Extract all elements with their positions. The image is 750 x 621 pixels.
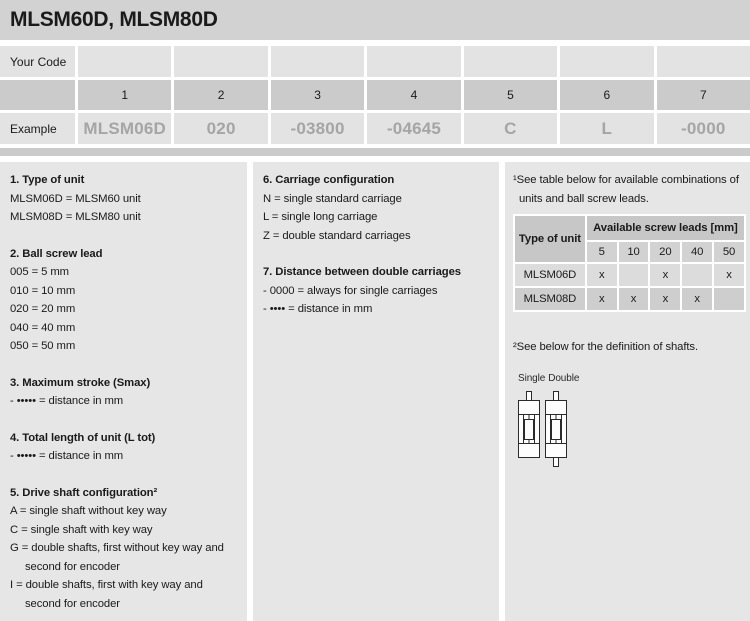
section-line: - ••••• = distance in mm xyxy=(10,450,124,462)
availability-mark: x xyxy=(619,288,649,310)
position-number-label-cell xyxy=(0,80,75,110)
your-code-cell-7 xyxy=(657,46,750,77)
your-code-cell-6 xyxy=(560,46,653,77)
page-title: MLSM60D, MLSM80D xyxy=(10,8,218,31)
availability-mark: x xyxy=(650,264,680,286)
section-carriage-configuration xyxy=(263,171,489,245)
section-line: G = double shafts, first without key way and xyxy=(10,542,224,554)
section-heading: 5. Drive shaft configuration² xyxy=(10,486,158,499)
section-line: MLSM06D = MLSM60 unit xyxy=(10,192,141,205)
section-heading: 1. Type of unit xyxy=(10,174,85,186)
your-code-cell-2 xyxy=(174,46,267,77)
page-title-band xyxy=(0,0,750,40)
position-number-1: 1 xyxy=(78,80,171,110)
availability-mark xyxy=(682,264,712,286)
section-heading: 7. Distance between double carriages xyxy=(263,266,461,278)
unit-name: MLSM06D xyxy=(515,264,585,286)
availability-mark: x xyxy=(587,264,617,286)
screw-leads-table xyxy=(513,214,746,312)
section-distance-between-carriages xyxy=(263,263,489,319)
section-heading: 2. Ball screw lead xyxy=(10,247,103,260)
example-label: Example xyxy=(0,113,75,144)
availability-mark: x xyxy=(587,288,617,310)
single-shaft-diagram-icon xyxy=(518,391,540,459)
section-line: second for encoder xyxy=(25,560,120,573)
your-code-cell-3 xyxy=(271,46,364,77)
availability-mark: x xyxy=(714,264,744,286)
availability-mark: x xyxy=(650,288,680,310)
double-shaft-diagram-icon xyxy=(545,391,567,468)
section-type-of-unit xyxy=(10,171,237,227)
section-total-length xyxy=(10,429,237,466)
panel-left xyxy=(0,162,247,621)
footnote-combinations: ¹See table below for available combinations of units and ball screw leads. xyxy=(513,174,739,205)
your-code-cell-1 xyxy=(78,46,171,77)
your-code-cell-5 xyxy=(464,46,557,77)
panel-middle xyxy=(253,162,499,621)
section-line: Z = double standard carriages xyxy=(263,229,411,242)
availability-mark: x xyxy=(682,288,712,310)
lead-column-10: 10 xyxy=(619,242,649,262)
position-number-4: 4 xyxy=(367,80,460,110)
section-line: N = single standard carriage xyxy=(263,192,402,205)
section-line: 040 = 40 mm xyxy=(10,321,76,334)
section-line: L = single long carriage xyxy=(263,211,378,223)
position-number-6: 6 xyxy=(560,80,653,110)
section-line: second for encoder xyxy=(25,597,120,610)
example-value-5: C xyxy=(464,113,557,144)
example-value-4: -04645 xyxy=(367,113,460,144)
leads-table-corner-header: Type of unit xyxy=(515,216,585,262)
section-line: - •••• = distance in mm xyxy=(263,303,373,315)
your-code-cell-4 xyxy=(367,46,460,77)
section-line: 010 = 10 mm xyxy=(10,284,76,297)
single-shaft-label: Single xyxy=(518,372,546,384)
position-number-2: 2 xyxy=(174,80,267,110)
divider-strip xyxy=(0,148,750,156)
your-code-label: Your Code xyxy=(0,46,75,77)
panel-right xyxy=(505,162,750,621)
section-heading: 6. Carriage configuration xyxy=(263,174,395,186)
section-ball-screw-lead xyxy=(10,245,237,356)
example-value-3: -03800 xyxy=(271,113,364,144)
section-line: 050 = 50 mm xyxy=(10,340,76,352)
example-value-6: L xyxy=(560,113,653,144)
table-row-mlsm08d xyxy=(515,288,744,310)
availability-mark xyxy=(619,264,649,286)
double-shaft-label: Double xyxy=(548,372,580,384)
position-number-row xyxy=(0,80,750,110)
section-line: I = double shafts, first with key way and xyxy=(10,579,203,591)
example-value-1: MLSM06D xyxy=(78,113,171,144)
section-heading: 4. Total length of unit (L tot) xyxy=(10,431,156,444)
lead-column-5: 5 xyxy=(587,242,617,262)
section-line: A = single shaft without key way xyxy=(10,505,167,517)
leads-table-group-header: Available screw leads [mm] xyxy=(587,216,744,240)
section-line: 020 = 20 mm xyxy=(10,303,76,315)
lead-column-50: 50 xyxy=(714,242,744,262)
footnote-shafts: ²See below for the definition of shafts. xyxy=(513,341,699,353)
table-row-mlsm06d xyxy=(515,264,744,286)
lead-column-40: 40 xyxy=(682,242,712,262)
section-line: 005 = 5 mm xyxy=(10,266,69,278)
section-line: - 0000 = always for single carriages xyxy=(263,284,438,297)
section-line: - ••••• = distance in mm xyxy=(10,395,124,407)
example-value-2: 020 xyxy=(174,113,267,144)
section-line: MLSM08D = MLSM80 unit xyxy=(10,211,141,223)
example-value-7: -0000 xyxy=(657,113,750,144)
position-number-5: 5 xyxy=(464,80,557,110)
shaft-diagram-labels xyxy=(518,370,746,389)
section-drive-shaft-configuration xyxy=(10,484,237,614)
section-heading: 3. Maximum stroke (Smax) xyxy=(10,376,151,389)
position-number-7: 7 xyxy=(657,80,750,110)
section-maximum-stroke xyxy=(10,374,237,411)
your-code-row xyxy=(0,46,750,77)
unit-name: MLSM08D xyxy=(515,288,585,310)
description-panels xyxy=(0,162,750,621)
section-line: C = single shaft with key way xyxy=(10,523,153,536)
lead-column-20: 20 xyxy=(650,242,680,262)
example-row xyxy=(0,113,750,144)
position-number-3: 3 xyxy=(271,80,364,110)
availability-mark xyxy=(714,288,744,310)
shaft-diagrams xyxy=(518,391,746,468)
